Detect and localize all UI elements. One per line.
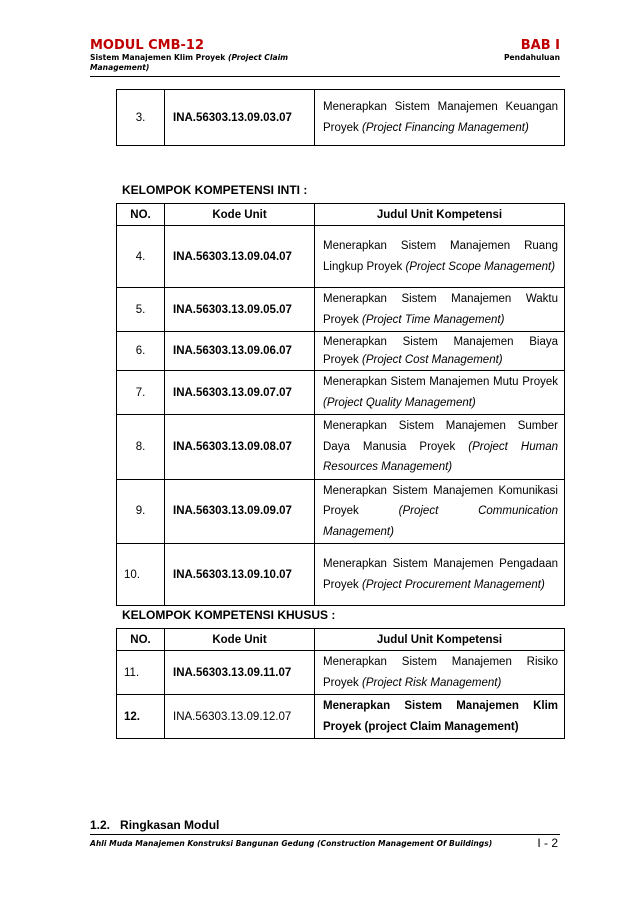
page-number: I - 2 — [537, 836, 558, 850]
page-header-right — [504, 38, 560, 63]
row-no: 7. — [117, 371, 165, 415]
row-judul: Menerapkan Sistem Manajemen Keuangan Proyek (Project Financing Management) — [315, 90, 565, 146]
row-kode: INA.56303.13.09.03.07 — [165, 90, 315, 146]
row-judul: Menerapkan Sistem Manajemen Komunikasi Proyek (Project Communication Management) — [315, 479, 565, 544]
row-kode: INA.56303.13.09.10.07 — [165, 544, 315, 606]
section-title: Ringkasan Modul — [120, 818, 220, 832]
row-kode: INA.56303.13.09.11.07 — [165, 651, 315, 695]
row-no: 9. — [117, 479, 165, 544]
footer-text: Ahli Muda Manajemen Konstruksi Bangunan Gedung (Construction Management Of Buildings) — [90, 839, 493, 848]
row-no: 6. — [117, 332, 165, 371]
table-row — [117, 288, 565, 332]
row-judul: Menerapkan Sistem Manajemen Biaya Proyek (Project Cost Management) — [315, 332, 565, 371]
row-kode: INA.56303.13.09.05.07 — [165, 288, 315, 332]
table-row — [117, 332, 565, 371]
row-kode: INA.56303.13.09.07.07 — [165, 371, 315, 415]
col-header-no: NO. — [117, 629, 165, 651]
module-title: MODUL CMB-12 — [90, 38, 205, 53]
table-row — [117, 544, 565, 606]
row-judul: Menerapkan Sistem Manajemen Waktu Proyek (Project Time Management) — [315, 288, 565, 332]
row-no: 4. — [117, 226, 165, 288]
row-no: 10. — [117, 544, 165, 606]
row-no: 5. — [117, 288, 165, 332]
table-row — [117, 226, 565, 288]
table-header-row — [117, 204, 565, 226]
chapter-subtitle: Pendahuluan — [503, 53, 560, 62]
row-judul: Menerapkan Sistem Manajemen Sumber Daya Manusia Proyek (Project Human Resources Management) — [315, 415, 565, 480]
table-header-row — [117, 629, 565, 651]
col-header-kode: Kode Unit — [165, 629, 315, 651]
row-no: 3. — [117, 90, 165, 146]
competency-table-continued — [116, 89, 565, 146]
khusus-competency-table — [116, 628, 565, 739]
module-subtitle-plain: Sistem Manajemen Klim Proyek — [90, 53, 228, 62]
chapter-title: BAB I — [520, 38, 560, 53]
table-row — [117, 415, 565, 480]
khusus-section-label: KELOMPOK KOMPETENSI KHUSUS : — [122, 608, 336, 622]
inti-section-label: KELOMPOK KOMPETENSI INTI : — [122, 183, 308, 197]
table-row — [117, 90, 565, 146]
row-kode: INA.56303.13.09.06.07 — [165, 332, 315, 371]
page-header-left — [90, 38, 390, 73]
row-judul: Menerapkan Sistem Manajemen Ruang Lingkup Proyek (Project Scope Management) — [315, 226, 565, 288]
row-no: 11. — [117, 651, 165, 695]
inti-competency-table — [116, 203, 565, 606]
header-divider — [90, 76, 560, 77]
module-subtitle-italic-2: Management) — [90, 63, 150, 72]
row-judul: Menerapkan Sistem Manajemen Mutu Proyek (Project Quality Management) — [315, 371, 565, 415]
col-header-no: NO. — [117, 204, 165, 226]
module-subtitle — [90, 53, 390, 73]
footer-divider — [90, 834, 560, 835]
table-row — [117, 695, 565, 739]
row-no: 12. — [117, 695, 165, 739]
row-judul: Menerapkan Sistem Manajemen Pengadaan Proyek (Project Procurement Management) — [315, 544, 565, 606]
row-kode: INA.56303.13.09.09.07 — [165, 479, 315, 544]
row-judul: Menerapkan Sistem Manajemen Risiko Proyek (Project Risk Management) — [315, 651, 565, 695]
table-row — [117, 479, 565, 544]
section-number: 1.2. — [90, 818, 111, 832]
col-header-judul: Judul Unit Kompetensi — [315, 629, 565, 651]
module-subtitle-italic-1: (Project Claim — [227, 53, 289, 62]
section-heading — [90, 818, 219, 832]
col-header-kode: Kode Unit — [165, 204, 315, 226]
table-row — [117, 371, 565, 415]
row-judul: Menerapkan Sistem Manajemen Klim Proyek (project Claim Management) — [315, 695, 565, 739]
col-header-judul: Judul Unit Kompetensi — [315, 204, 565, 226]
row-no: 8. — [117, 415, 165, 480]
row-kode: INA.56303.13.09.04.07 — [165, 226, 315, 288]
row-kode: INA.56303.13.09.12.07 — [165, 695, 315, 739]
row-kode: INA.56303.13.09.08.07 — [165, 415, 315, 480]
table-row — [117, 651, 565, 695]
